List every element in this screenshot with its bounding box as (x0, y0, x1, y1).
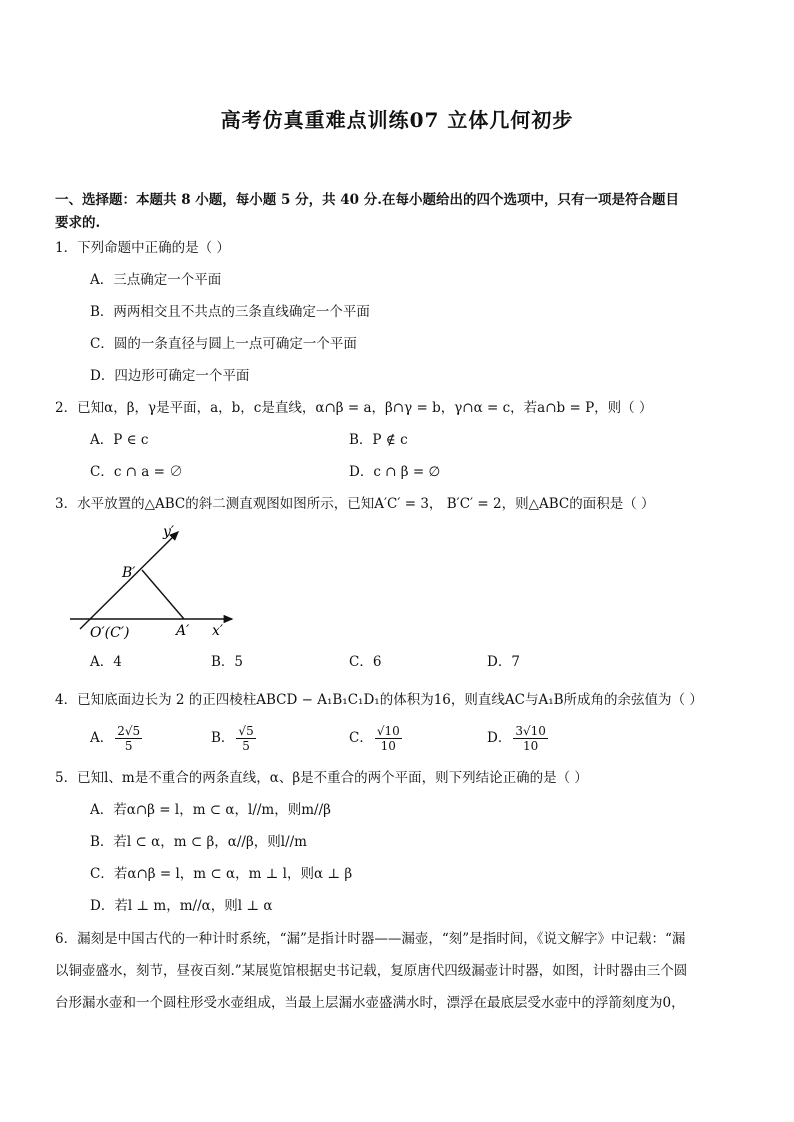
label-y-axis: y′ (163, 524, 175, 540)
question-1-option-b: B．两两相交且不共点的三条直线确定一个平面 (90, 304, 370, 320)
page-title: 高考仿真重难点训练07 立体几何初步 (220, 108, 574, 132)
denominator: 10 (522, 739, 539, 753)
question-1-option-a: A．三点确定一个平面 (90, 272, 222, 288)
question-3-figure (60, 518, 250, 648)
question-3-option-a: A．4 (90, 654, 122, 670)
question-3-stem: 3．水平放置的△ABC的斜二测直观图如图所示，已知A′C′ = 3， B′C′ = 2，则△ABC的面积是（ ） (55, 496, 655, 512)
numerator: √5 (238, 724, 254, 738)
question-4-option-d (487, 724, 548, 753)
denominator: 5 (242, 739, 250, 753)
question-2-option-a: A．P ∈ c (90, 432, 149, 448)
question-2-option-d: D．c ∩ β = ∅ (349, 464, 441, 480)
question-1-option-d: D．四边形可确定一个平面 (90, 368, 250, 384)
question-6-line1: 6．漏刻是中国古代的一种计时系统，“漏”是指计时器——漏壶，“刻”是指时间，《说文解字》中记载：“漏 (55, 931, 686, 947)
fraction (236, 724, 255, 753)
question-2-option-c: C．c ∩ a = ∅ (90, 464, 183, 480)
question-5-option-c: C．若α∩β = l，m ⊂ α，m ⊥ l，则α ⊥ β (90, 866, 353, 882)
segment-b-a (142, 570, 184, 619)
question-2-stem: 2．已知α，β，γ是平面，a，b，c是直线，α∩β = a，β∩γ = b，γ∩α = c，若a∩b = P，则（ ） (55, 400, 653, 416)
numerator: √10 (376, 724, 400, 738)
question-5-option-a: A．若α∩β = l，m ⊂ α，l//m，则m//β (90, 802, 331, 818)
denominator: 10 (380, 739, 396, 753)
option-letter: C． (349, 730, 373, 746)
question-6-line3: 台形漏水壶和一个圆柱形受水壶组成，当最上层漏水壶盛满水时，漂浮在最底层受水壶中的浮箭刻度为0， (55, 995, 685, 1011)
question-5-option-b: B．若l ⊂ α，m ⊂ β，α//β，则l//m (90, 834, 307, 850)
question-1-stem: 1．下列命题中正确的是（ ） (55, 240, 230, 256)
denominator: 5 (124, 739, 133, 753)
option-letter: A． (90, 730, 114, 746)
fraction (375, 724, 402, 753)
label-b-point: B′ (122, 565, 136, 581)
label-origin: O′(C′) (90, 625, 130, 641)
numerator: 3√10 (515, 724, 546, 738)
question-1-option-c: C．圆的一条直径与圆上一点可确定一个平面 (90, 336, 357, 352)
question-3-option-c: C．6 (349, 654, 382, 670)
question-5-stem: 5．已知l、m是不重合的两条直线，α、β是不重合的两个平面，则下列结论正确的是（ ） (55, 770, 588, 786)
label-x-axis: x′ (212, 623, 224, 639)
question-2-option-b: B．P ∉ c (349, 432, 408, 448)
question-6-line2: 以铜壶盛水，刻节，昼夜百刻.”某展览馆根据史书记载，复原唐代四级漏壶计时器，如图，计时器由三个圆 (55, 963, 688, 979)
section-heading-line1: 一、选择题：本题共 8 小题，每小题 5 分，共 40 分.在每小题给出的四个选项中，只有一项是符合题目 (55, 192, 679, 208)
question-4-option-c (349, 724, 402, 753)
question-3-option-d: D．7 (487, 654, 520, 670)
option-letter: B． (211, 730, 235, 746)
question-3-option-b: B．5 (211, 654, 244, 670)
section-heading-line2: 要求的. (55, 215, 101, 231)
label-a-point: A′ (176, 623, 190, 639)
question-4-option-a (90, 724, 142, 753)
fraction (115, 724, 142, 753)
question-4-option-b (211, 724, 256, 753)
fraction (513, 724, 548, 753)
question-5-option-d: D．若l ⊥ m，m//α，则l ⊥ α (90, 898, 273, 914)
option-letter: D． (487, 730, 512, 746)
numerator: 2√5 (117, 724, 141, 738)
question-4-stem: 4．已知底面边长为 2 的正四棱柱ABCD − A₁B₁C₁D₁的体积为16，则直线AC与A₁B所成角的余弦值为（ ） (55, 692, 703, 708)
